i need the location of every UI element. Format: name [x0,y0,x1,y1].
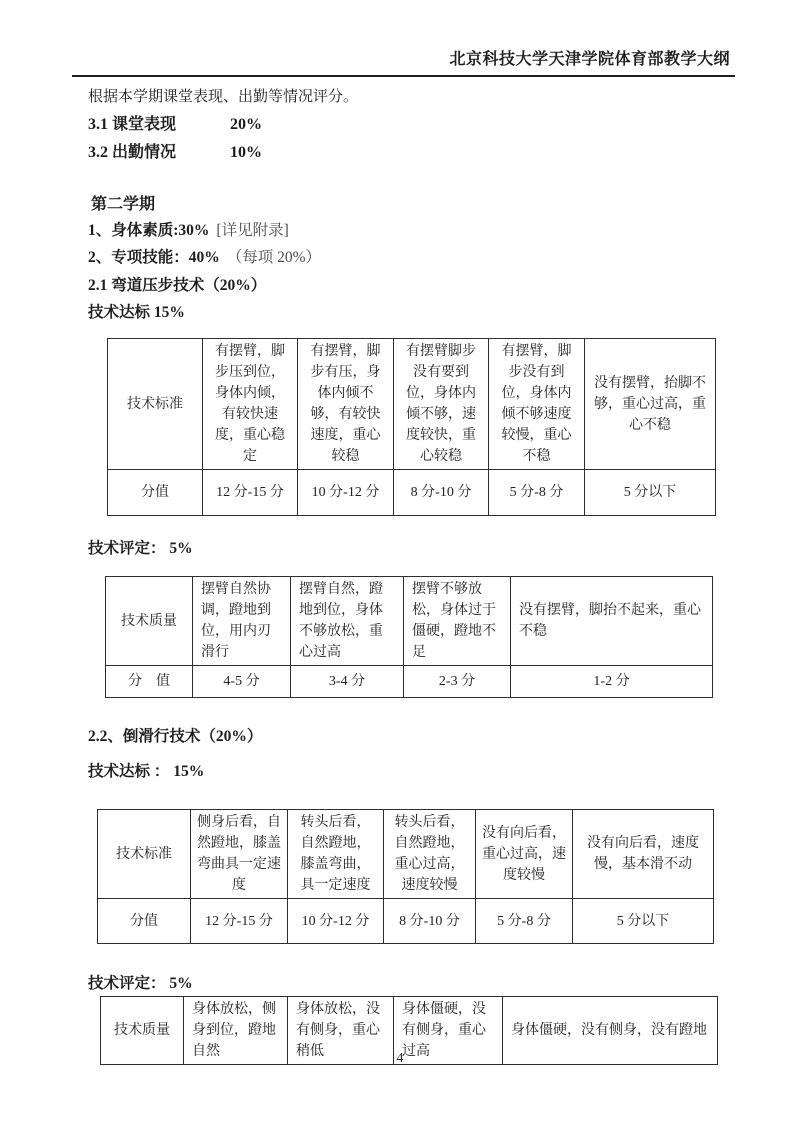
list-item-body-quality [88,221,289,240]
curve-standard-table [107,338,716,516]
criteria-cell: 没有摆臂，抬脚不够，重心过高，重心不稳 [585,339,716,470]
semester-title: 第二学期 [91,196,156,213]
row-label-cell: 技术质量 [106,577,193,666]
score-cell: 10 分-12 分 [298,470,394,516]
criteria-cell: 有摆臂，脚步压到位，身体内倾，有较快速度，重心稳定 [203,339,298,470]
criteria-cell: 侧身后看，自然蹬地，膝盖弯曲具一定速度 [191,810,288,899]
grade-item-classroom [88,115,262,135]
score-cell: 5 分-8 分 [476,899,573,944]
criteria-cell: 转头后看，自然蹬地，膝盖弯曲，具一定速度 [288,810,384,899]
row-label-cell: 分值 [108,470,203,516]
criteria-cell: 摆臂不够放松，身体过于僵硬，蹬地不足 [404,577,511,666]
evaluation-heading-backward: 技术评定： 5% [88,975,193,992]
score-cell: 4-5 分 [193,666,291,698]
criteria-cell: 有摆臂，脚步没有到位，身体内倾不够速度较慢，重心不稳 [489,339,585,470]
header-divider [72,75,735,77]
table-row [106,577,713,666]
criteria-cell: 摆臂自然，蹬地到位，身体不够放松，重心过高 [291,577,404,666]
table-row [108,339,716,470]
criteria-cell: 没有向后看，重心过高，速度较慢 [476,810,573,899]
evaluation-heading-curve: 技术评定： 5% [88,540,193,557]
row-label-cell: 分值 [98,899,191,944]
score-cell: 5 分以下 [573,899,714,944]
criteria-cell: 没有摆臂，脚抬不起来，重心不稳 [511,577,713,666]
score-cell: 8 分-10 分 [394,470,489,516]
score-cell: 10 分-12 分 [288,899,384,944]
criteria-cell: 身体放松，没有侧身，重心稍低 [288,997,394,1065]
section-title-curve-technique: 2.1 弯道压步技术（20%） [88,277,267,294]
item-note: （每项 20%） [226,249,322,266]
criteria-cell: 身体僵硬，没有侧身，重心过高 [394,997,503,1065]
table-row [98,899,714,944]
criteria-cell: 转头后看，自然蹬地，重心过高，速度较慢 [384,810,476,899]
item-main: 1、身体素质:30% [88,222,210,239]
table-row [98,810,714,899]
score-cell: 8 分-10 分 [384,899,476,944]
score-cell: 3-4 分 [291,666,404,698]
grade-item-label: 3.2 出勤情况 [88,144,177,161]
grade-item-attendance [88,143,262,163]
criteria-cell: 没有向后看，速度慢，基本滑不动 [573,810,714,899]
item-main: 2、专项技能：40% [88,249,220,266]
criteria-cell: 摆臂自然协调，蹬地到位，用内刃滑行 [193,577,291,666]
grade-item-value: 20% [230,116,262,133]
backward-standard-table [97,809,714,944]
criteria-cell: 有摆臂脚步没有要到位，身体内倾不够，速度较快，重心较稳 [394,339,489,470]
standard-heading-backward: 技术达标 ： 15% [88,763,205,780]
row-label-cell: 分 值 [106,666,193,698]
curve-evaluation-table [105,576,713,698]
row-label-cell: 技术标准 [98,810,191,899]
score-cell: 1-2 分 [511,666,713,698]
intro-text: 根据本学期课堂表现、出勤等情况评分。 [88,89,359,105]
criteria-cell: 有摆臂，脚步有压，身体内倾不够，有较快速度，重心较稳 [298,339,394,470]
criteria-cell: 身体放松，侧身到位，蹬地自然 [184,997,288,1065]
score-cell: 2-3 分 [404,666,511,698]
page-number: 4 [396,1051,404,1066]
row-label-cell: 技术标准 [108,339,203,470]
criteria-cell: 身体僵硬，没有侧身，没有蹬地 [503,997,718,1065]
grade-item-value: 10% [230,144,262,161]
document-header-title: 北京科技大学天津学院体育部教学大纲 [449,51,730,68]
score-cell: 5 分以下 [585,470,716,516]
standard-heading-curve: 技术达标 15% [88,304,185,321]
score-cell: 5 分-8 分 [489,470,585,516]
score-cell: 12 分-15 分 [191,899,288,944]
item-note: [详见附录] [216,222,289,239]
section-title-backward-skating: 2.2、倒滑行技术（20%） [88,728,263,745]
list-item-special-skill [88,248,321,267]
score-cell: 12 分-15 分 [203,470,298,516]
table-row [106,666,713,698]
row-label-cell: 技术质量 [101,997,184,1065]
grade-item-label: 3.1 课堂表现 [88,116,177,133]
table-row [108,470,716,516]
